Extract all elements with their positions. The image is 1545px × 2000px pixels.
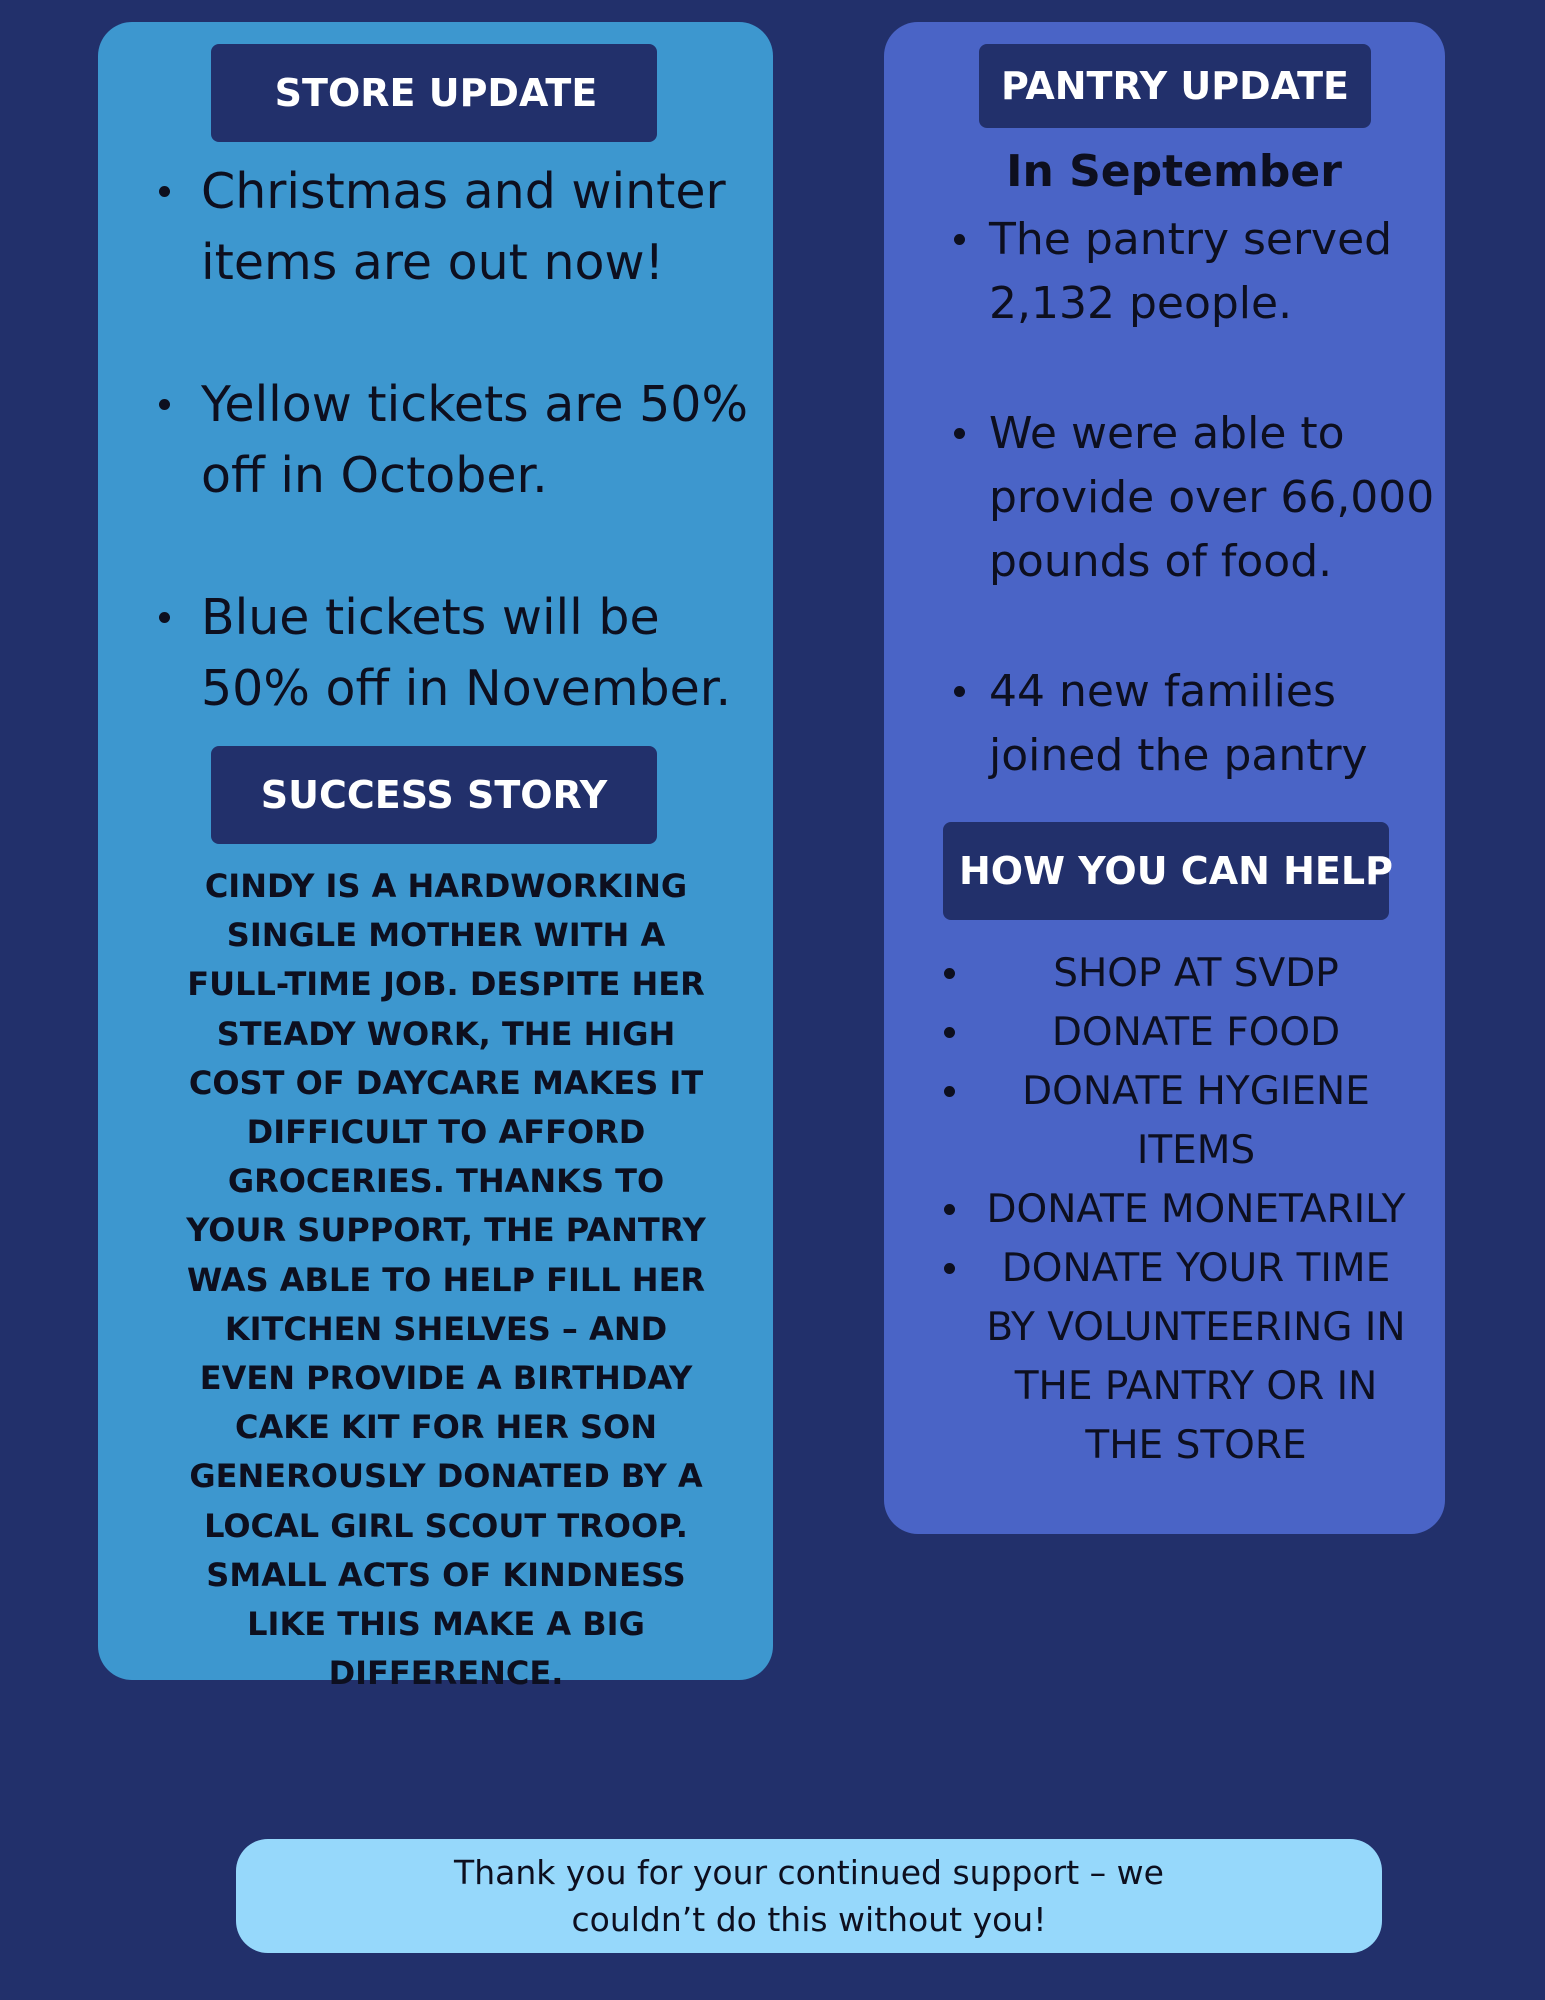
success-story-text: CINDY IS A HARDWORKING SINGLE MOTHER WITH A FULL-TIME JOB. DESPITE HER STEADY WORK, THE HIGH COST OF DAYCARE MAKES IT DIFFICULT TO AFFORD GROCERIES. THANKS TO YOUR SUPPORT, THE PANTRY WAS ABLE TO HELP FILL HER KITCHEN SHELVES – AND EVEN PROVIDE A BIRTHDAY CAKE KIT FOR HER SON GENEROUSLY DONATED BY A LOCAL GIRL SCOUT TROOP. SMALL ACTS OF KINDNESS LIKE THIS MAKE A BIG DIFFERENCE. [186,867,706,1693]
help-item-donate-time: DONATE YOUR TIME BY VOLUNTEERING IN THE PANTRY OR IN THE STORE [976,1239,1416,1475]
pantry-update-panel [884,22,1445,1534]
store-item-christmas: Christmas and winter items are out now! [201,156,761,298]
success-story-banner [211,746,657,844]
help-item-shop: SHOP AT SVDP [976,944,1416,1003]
how-you-can-help-title: HOW YOU CAN HELP [959,849,1393,893]
pantry-item-food-provided: We were able to provide over 66,000 pounds of food. [989,402,1444,594]
store-item-blue-tickets: Blue tickets will be 50% off in November. [201,582,761,724]
how-you-can-help-banner [943,822,1393,920]
thank-you-footer [236,1839,1382,1953]
store-update-title: STORE UPDATE [274,71,598,115]
store-update-list [201,156,761,795]
pantry-update-banner [979,44,1371,128]
help-item-donate-food: DONATE FOOD [976,1003,1416,1062]
store-item-yellow-tickets: Yellow tickets are 50% off in October. [201,369,761,511]
help-item-donate-hygiene: DONATE HYGIENE ITEMS [976,1062,1416,1180]
how-you-can-help-list [976,944,1416,1475]
pantry-item-people-served: The pantry served 2,132 people. [989,208,1444,336]
success-story-title: SUCCESS STORY [260,773,608,817]
store-update-banner [211,44,657,142]
pantry-subheading: In September [1006,146,1342,197]
thank-you-text: Thank you for your continued support – we couldn’t do this without you! [454,1853,1164,1939]
pantry-item-new-families: 44 new families joined the pantry [989,660,1444,788]
store-update-panel [98,22,773,1693]
pantry-update-title: PANTRY UPDATE [1000,64,1349,108]
pantry-update-list [989,208,1444,854]
help-item-donate-money: DONATE MONETARILY [976,1180,1416,1239]
